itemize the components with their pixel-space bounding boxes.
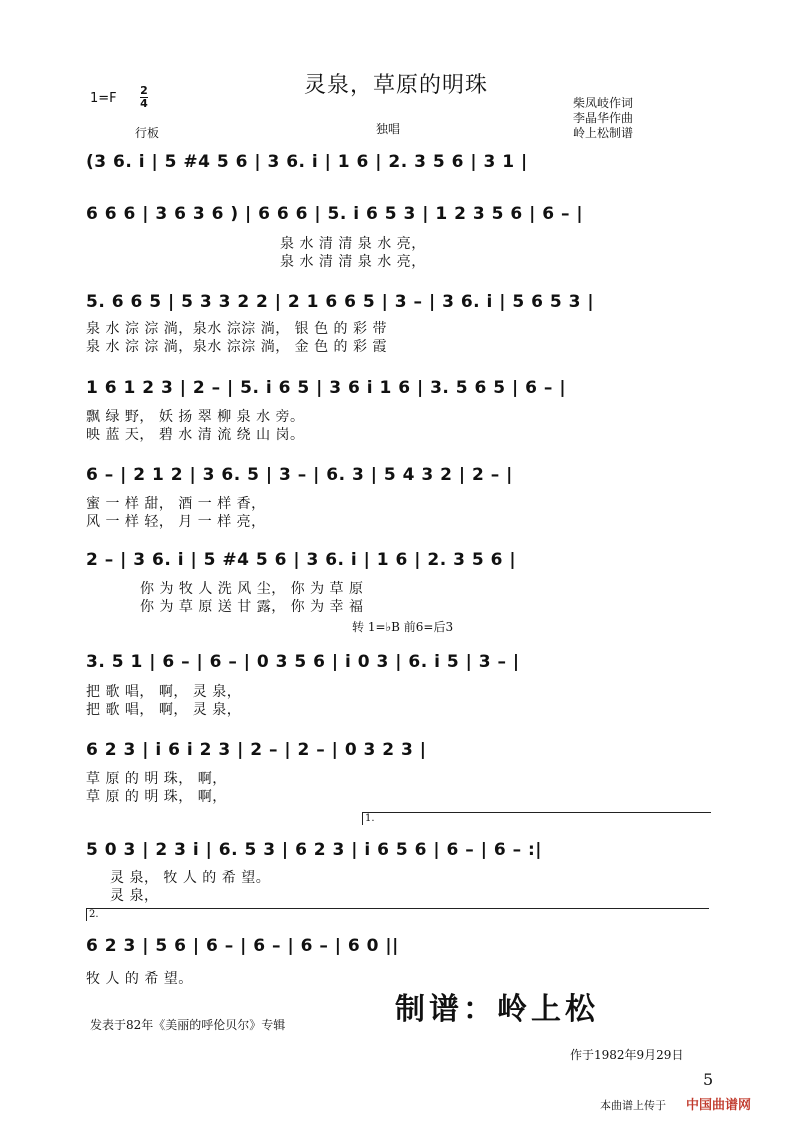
- lyricist-credit: 柴凤岐作词: [573, 96, 634, 110]
- lyric-verse-2: 泉 水 淙 淙 淌，泉水 淙淙 淌， 金 色 的 彩 霞: [86, 339, 387, 355]
- lyric-verse-1: 牧 人 的 希 望。: [86, 971, 193, 987]
- notation-line: 2 – | 3 6. i | 5 #4 5 6 | 3 6. i | 1 6 | 2. 3 5 6 |: [86, 550, 517, 570]
- key-signature: 1=F: [90, 91, 117, 106]
- lyric-verse-2: 你 为 草 原 送 甘 露， 你 为 幸 福: [140, 599, 364, 615]
- lyric-verse-2: 灵 泉，: [110, 888, 159, 904]
- modulation-marking: 转 1=♭B 前6=后3: [352, 620, 454, 634]
- time-signature: [140, 85, 148, 110]
- site-logo: 中国曲谱网: [686, 1098, 752, 1113]
- lyric-verse-2: 把 歌 唱， 啊， 灵 泉，: [86, 702, 242, 718]
- page-title: 灵泉，草原的明珠: [303, 73, 488, 98]
- page-number: 5: [703, 1070, 714, 1089]
- lyric-verse-1: 泉 水 淙 淙 淌，泉水 淙淙 淌， 银 色 的 彩 带: [86, 321, 387, 337]
- notation-line: 3. 5 1 | 6 – | 6 – | 0 3 5 6 | i 0 3 | 6. i 5 | 3 – |: [86, 652, 520, 672]
- second-ending-bracket: 2.: [86, 908, 709, 921]
- lyric-verse-2: 泉 水 清 清 泉 水 亮，: [280, 254, 426, 270]
- lyric-verse-1: 把 歌 唱， 啊， 灵 泉，: [86, 684, 242, 700]
- composition-date: 作于1982年9月29日: [570, 1048, 684, 1062]
- upload-note: 本曲谱上传于: [600, 1099, 666, 1112]
- lyric-verse-1: 你 为 牧 人 洗 风 尘， 你 为 草 原: [140, 581, 364, 597]
- lyric-verse-1: 泉 水 清 清 泉 水 亮，: [280, 236, 426, 252]
- credits: [573, 96, 633, 141]
- engraver-signature: 制谱：岭上松: [395, 992, 599, 1027]
- lyric-verse-1: 灵 泉， 牧 人 的 希 望。: [110, 870, 271, 886]
- first-ending-bracket: 1.: [362, 812, 711, 825]
- notation-line: 6 – | 2 1 2 | 3 6. 5 | 3 – | 6. 3 | 5 4 3 2 | 2 – |: [86, 465, 513, 485]
- notation-line: 5 0 3 | 2 3 i | 6. 5 3 | 6 2 3 | i 6 5 6 | 6 – | 6 – :|: [86, 840, 543, 860]
- notation-line: 6 2 3 | 5 6 | 6 – | 6 – | 6 – | 6 0 ||: [86, 936, 399, 956]
- engraver-credit: 岭上松制谱: [573, 126, 634, 140]
- notation-line: 5. 6 6 5 | 5 3 3 2 2 | 2 1 6 6 5 | 3 – | 3 6. i | 5 6 5 3 |: [86, 292, 595, 312]
- voice-label: 独唱: [376, 122, 401, 136]
- tempo-marking: 行板: [135, 126, 160, 140]
- lyric-verse-2: 映 蓝 天， 碧 水 清 流 绕 山 岗。: [86, 427, 305, 443]
- composer-credit: 李晶华作曲: [573, 111, 634, 125]
- lyric-verse-1: 草 原 的 明 珠， 啊，: [86, 771, 227, 787]
- lyric-verse-1: 蜜 一 样 甜， 酒 一 样 香，: [86, 496, 266, 512]
- time-numerator: 2: [140, 84, 148, 97]
- notation-line: 1 6 1 2 3 | 2 – | 5. i 6 5 | 3 6 i 1 6 | 3. 5 6 5 | 6 – |: [86, 378, 567, 398]
- time-denominator: 4: [140, 97, 148, 110]
- lyric-verse-2: 风 一 样 轻， 月 一 样 亮，: [86, 514, 266, 530]
- lyric-verse-2: 草 原 的 明 珠， 啊，: [86, 789, 227, 805]
- publication-note: 发表于82年《美丽的呼伦贝尔》专辑: [90, 1018, 286, 1032]
- lyric-verse-1: 飘 绿 野， 妖 扬 翠 柳 泉 水 旁。: [86, 409, 305, 425]
- notation-line: 6 2 3 | i 6 i 2 3 | 2 – | 2 – | 0 3 2 3 |: [86, 740, 427, 760]
- notation-line: (3 6. i | 5 #4 5 6 | 3 6. i | 1 6 | 2. 3 5 6 | 3 1 |: [86, 152, 528, 172]
- notation-line: 6 6 6 | 3 6 3 6 ) | 6 6 6 | 5. i 6 5 3 | 1 2 3 5 6 | 6 – |: [86, 204, 584, 224]
